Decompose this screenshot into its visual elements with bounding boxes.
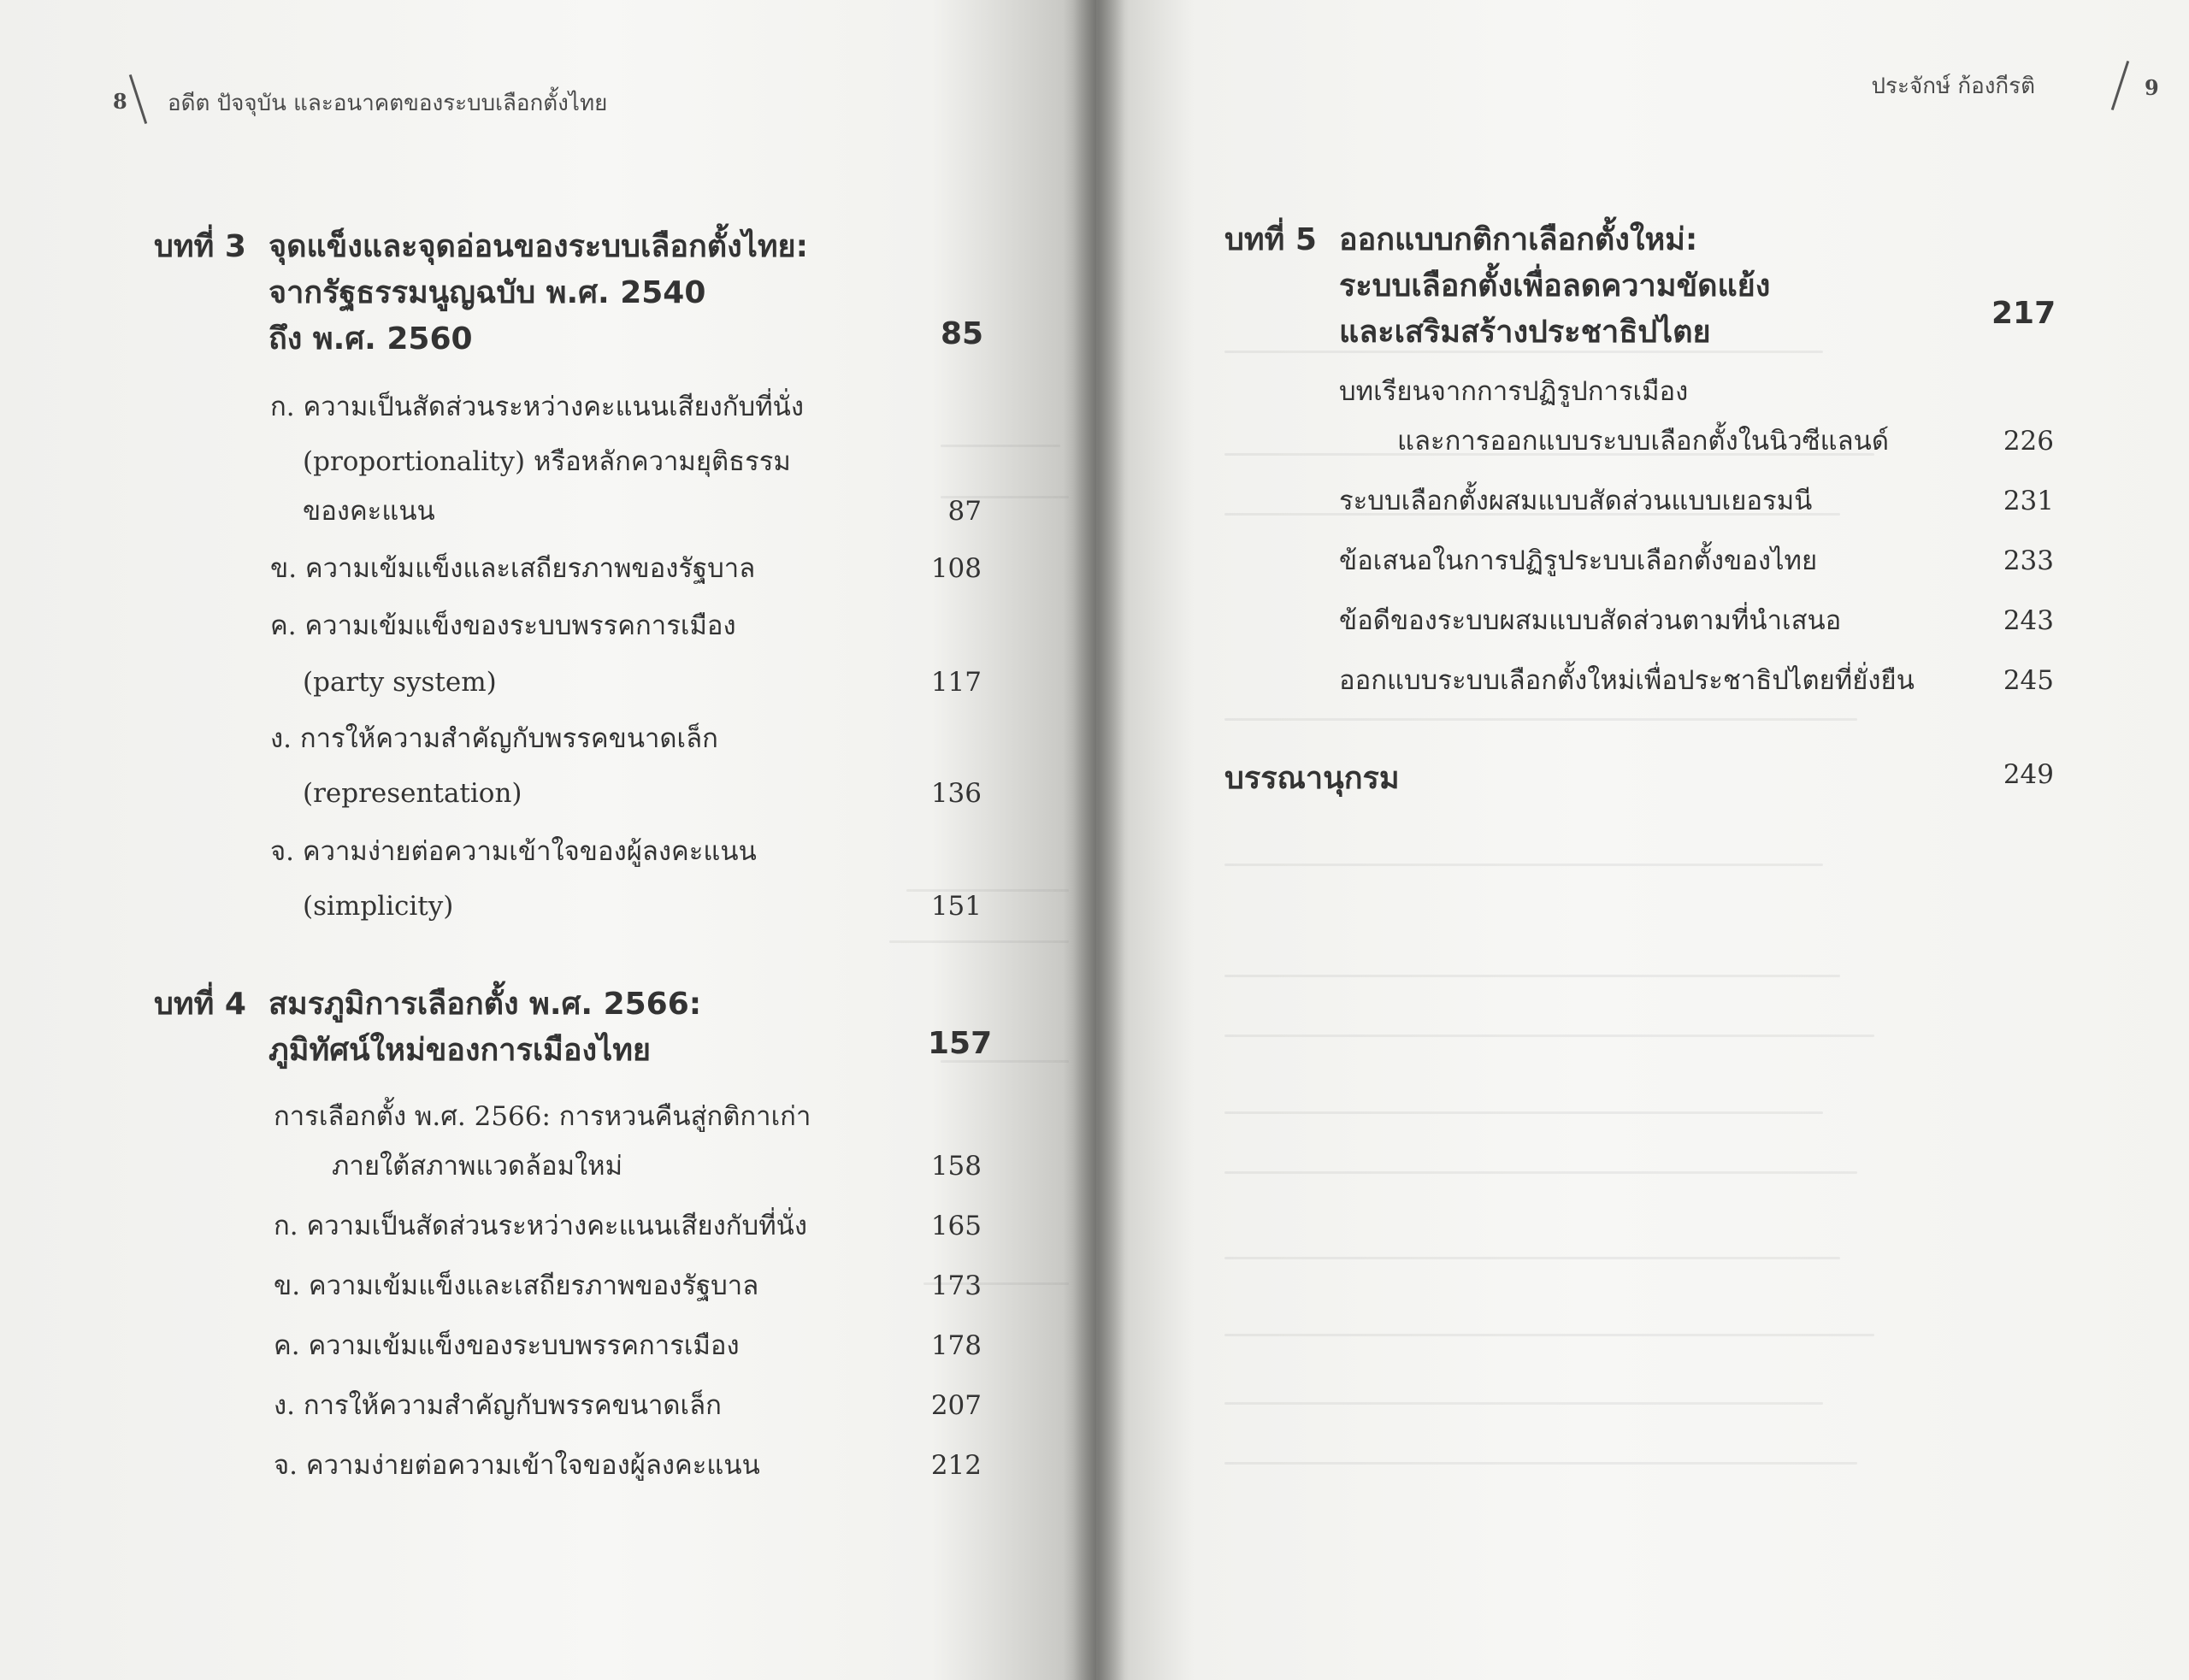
toc-entry-text: ระบบเลือกตั้งผสมแบบสัดส่วนแบบเยอรมนี — [1339, 486, 1813, 516]
toc-entry-page: 158 — [930, 1151, 982, 1182]
running-head-left: อดีต ปัจจุบัน และอนาคตของระบบเลือกตั้งไทย — [168, 91, 608, 116]
toc-entry-text: ของคะแนน — [303, 496, 435, 527]
bibliography-heading — [1224, 756, 1400, 802]
page-number-left: 8 — [113, 89, 127, 114]
chapter-4-title-line-1: สมรภูมิการเลือกตั้ง พ.ศ. 2566: — [268, 987, 702, 1022]
chapter-3-title-line-2: จากรัฐธรรมนูญฉบับ พ.ศ. 2540 — [268, 275, 706, 310]
toc-entry-text: ภายใต้สภาพแวดล้อมใหม่ — [332, 1151, 623, 1182]
toc-entry-page: 207 — [930, 1390, 982, 1421]
chapter-3-title-line-3: ถึง พ.ศ. 2560 — [268, 321, 473, 357]
toc-entry-text: ออกแบบระบบเลือกตั้งใหม่เพื่อประชาธิปไตยที่ยั่งยืน — [1339, 665, 1915, 696]
toc-entry-text: ข. ความเข้มแข็งและเสถียรภาพของรัฐบาล — [274, 1270, 759, 1301]
toc-entry-page: 233 — [2003, 545, 2054, 576]
toc-entry-text: การเลือกตั้ง พ.ศ. 2566: การหวนคืนสู่กติกาเก่า — [274, 1101, 811, 1132]
chapter-4-label: บทที่ 4 — [154, 987, 246, 1022]
toc-entry-text: บทเรียนจากการปฏิรูปการเมือง — [1339, 376, 1689, 407]
running-head-divider — [2111, 61, 2129, 110]
chapter-5-title-line-1: ออกแบบกติกาเลือกตั้งใหม่: — [1339, 222, 1698, 257]
chapter-5-title-line-3: และเสริมสร้างประชาธิปไตย — [1339, 315, 1711, 350]
toc-entry-page: 108 — [930, 553, 982, 584]
toc-entry-text: จ. ความง่ายต่อความเข้าใจของผู้ลงคะแนน — [274, 1450, 760, 1481]
running-head-divider — [129, 74, 147, 124]
toc-entry-text: (party system) — [303, 667, 497, 698]
toc-entry-text: ค. ความเข้มแข็งของระบบพรรคการเมือง — [270, 610, 736, 641]
chapter-4-page: 157 — [928, 1026, 993, 1061]
right-page — [1096, 0, 2189, 1680]
toc-entry-text: ง. การให้ความสำคัญกับพรรคขนาดเล็ก — [270, 723, 718, 754]
toc-entry-text: ก. ความเป็นสัดส่วนระหว่างคะแนนเสียงกับที่นั่ง — [274, 1211, 807, 1241]
toc-entry-text: ข้อดีของระบบผสมแบบสัดส่วนตามที่นำเสนอ — [1339, 605, 1842, 636]
toc-entry-page: 178 — [930, 1330, 982, 1361]
toc-entry-text: (representation) — [303, 778, 522, 809]
toc-entry-page: 117 — [930, 667, 982, 698]
book-gutter — [1073, 0, 1124, 1680]
toc-entry-text: และการออกแบบระบบเลือกตั้งในนิวซีแลนด์ — [1397, 426, 1889, 457]
toc-entry-page: 136 — [930, 778, 982, 809]
chapter-3-label: บทที่ 3 — [154, 229, 246, 264]
bibliography-label: บรรณานุกรม — [1224, 761, 1400, 796]
chapter-5-label: บทที่ 5 — [1224, 222, 1317, 257]
toc-entry-page: 231 — [2003, 486, 2054, 516]
chapter-4-title-line-2: ภูมิทัศน์ใหม่ของการเมืองไทย — [268, 1033, 652, 1068]
toc-entry-text: ค. ความเข้มแข็งของระบบพรรคการเมือง — [274, 1330, 740, 1361]
toc-entry-text: ง. การให้ความสำคัญกับพรรคขนาดเล็ก — [274, 1390, 722, 1421]
running-head-right: ประจักษ์ ก้องกีรติ — [1871, 74, 2035, 99]
chapter-3-page: 85 — [941, 316, 984, 351]
toc-entry-text: จ. ความง่ายต่อความเข้าใจของผู้ลงคะแนน — [270, 836, 757, 867]
toc-entry-text: ข. ความเข้มแข็งและเสถียรภาพของรัฐบาล — [270, 553, 756, 584]
toc-entry-text: ข้อเสนอในการปฏิรูประบบเลือกตั้งของไทย — [1339, 545, 1818, 576]
toc-entry-page: 165 — [930, 1211, 982, 1241]
toc-entry-page: 243 — [2003, 605, 2054, 636]
chapter-5-title-line-2: ระบบเลือกตั้งเพื่อลดความขัดแย้ง — [1339, 268, 1771, 304]
chapter-5-page: 217 — [1991, 296, 2056, 331]
toc-entry-page: 87 — [947, 496, 982, 527]
toc-entry-text: (proportionality) หรือหลักความยุติธรรม — [303, 446, 791, 477]
toc-entry-text: (simplicity) — [303, 891, 454, 922]
toc-entry-page: 173 — [930, 1270, 982, 1301]
bibliography-page: 249 — [2003, 759, 2054, 790]
toc-entry-page: 226 — [2003, 426, 2054, 457]
toc-entry-page: 212 — [930, 1450, 982, 1481]
toc-entry-text: ก. ความเป็นสัดส่วนระหว่างคะแนนเสียงกับที่นั่ง — [270, 392, 804, 422]
toc-entry-page: 151 — [930, 891, 982, 922]
chapter-3-title-line-1: จุดแข็งและจุดอ่อนของระบบเลือกตั้งไทย: — [268, 229, 809, 264]
toc-entry-page: 245 — [2003, 665, 2054, 696]
page-number-right: 9 — [2145, 75, 2159, 100]
